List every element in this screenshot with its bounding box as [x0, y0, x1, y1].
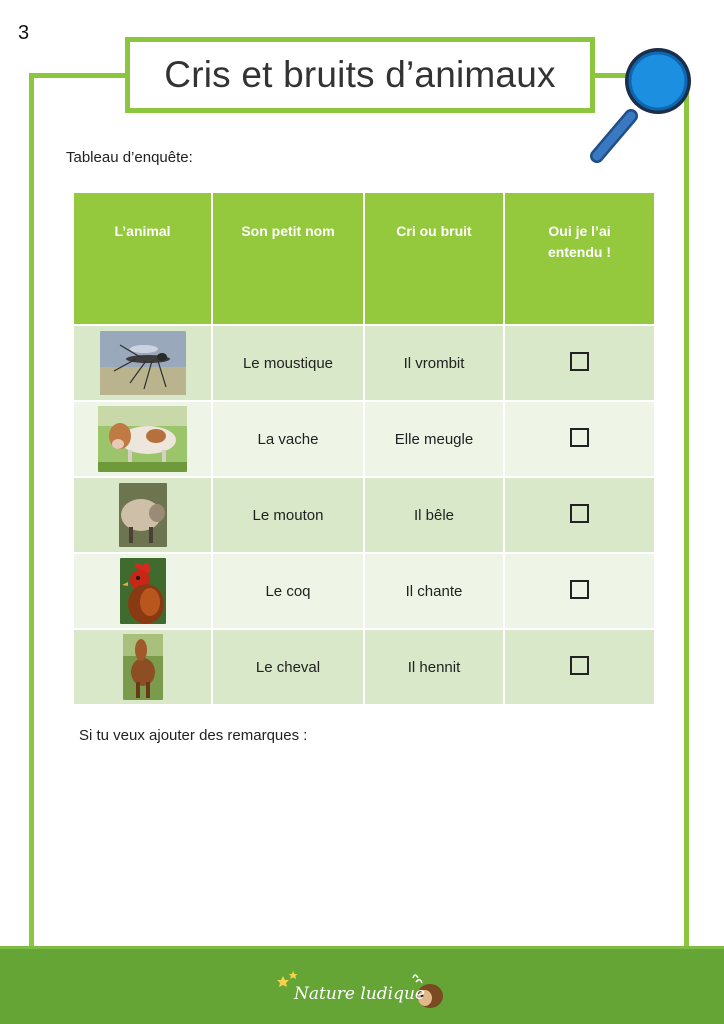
- heard-cell: [504, 401, 654, 477]
- header-heard: [504, 193, 654, 325]
- table-row: [74, 325, 654, 401]
- header-heard-label: Oui je l’ai entendu !: [548, 223, 611, 260]
- heard-cell: [504, 553, 654, 629]
- table-header-row: [74, 193, 654, 325]
- heard-checkbox[interactable]: [570, 504, 589, 523]
- animal-sound: Il hennit: [364, 629, 504, 704]
- animal-cell: [74, 553, 212, 629]
- animal-nickname: Le coq: [212, 553, 364, 629]
- heard-checkbox[interactable]: [570, 580, 589, 599]
- animal-nickname: La vache: [212, 401, 364, 477]
- animal-cell: [74, 477, 212, 553]
- inquiry-table: [74, 193, 654, 704]
- table-row: [74, 629, 654, 704]
- heard-cell: [504, 325, 654, 401]
- heard-checkbox[interactable]: [570, 656, 589, 675]
- heard-checkbox[interactable]: [570, 352, 589, 371]
- animal-sound: Elle meugle: [364, 401, 504, 477]
- table-row: [74, 401, 654, 477]
- animal-cell: [74, 629, 212, 704]
- page-number: 3: [18, 22, 30, 44]
- heard-checkbox[interactable]: [570, 428, 589, 447]
- page-title: Cris et bruits d’animaux: [164, 54, 556, 95]
- animal-nickname: Le cheval: [212, 629, 364, 704]
- mosquito-image: [100, 331, 186, 395]
- title-box: [125, 37, 595, 113]
- rooster-image: [120, 558, 166, 624]
- heard-cell: [504, 629, 654, 704]
- horse-image: [123, 634, 163, 700]
- sheep-image: [119, 483, 167, 547]
- animal-nickname: Le mouton: [212, 477, 364, 553]
- magnifier-icon: [585, 44, 705, 169]
- animal-nickname: Le moustique: [212, 325, 364, 401]
- animal-cell: [74, 325, 212, 401]
- cow-image: [98, 406, 187, 472]
- table-subtitle: Tableau d’enquête:: [66, 149, 193, 166]
- animal-sound: Il vrombit: [364, 325, 504, 401]
- header-nickname: Son petit nom: [212, 193, 364, 325]
- footer-logo-text: Nature ludique: [294, 984, 425, 1004]
- header-sound: Cri ou bruit: [364, 193, 504, 325]
- animal-sound: Il chante: [364, 553, 504, 629]
- animal-cell: [74, 401, 212, 477]
- table-row: [74, 477, 654, 553]
- heard-cell: [504, 477, 654, 553]
- header-animal: L’animal: [74, 193, 212, 325]
- table-row: [74, 553, 654, 629]
- animal-sound: Il bêle: [364, 477, 504, 553]
- remarks-label: Si tu veux ajouter des remarques :: [79, 727, 308, 744]
